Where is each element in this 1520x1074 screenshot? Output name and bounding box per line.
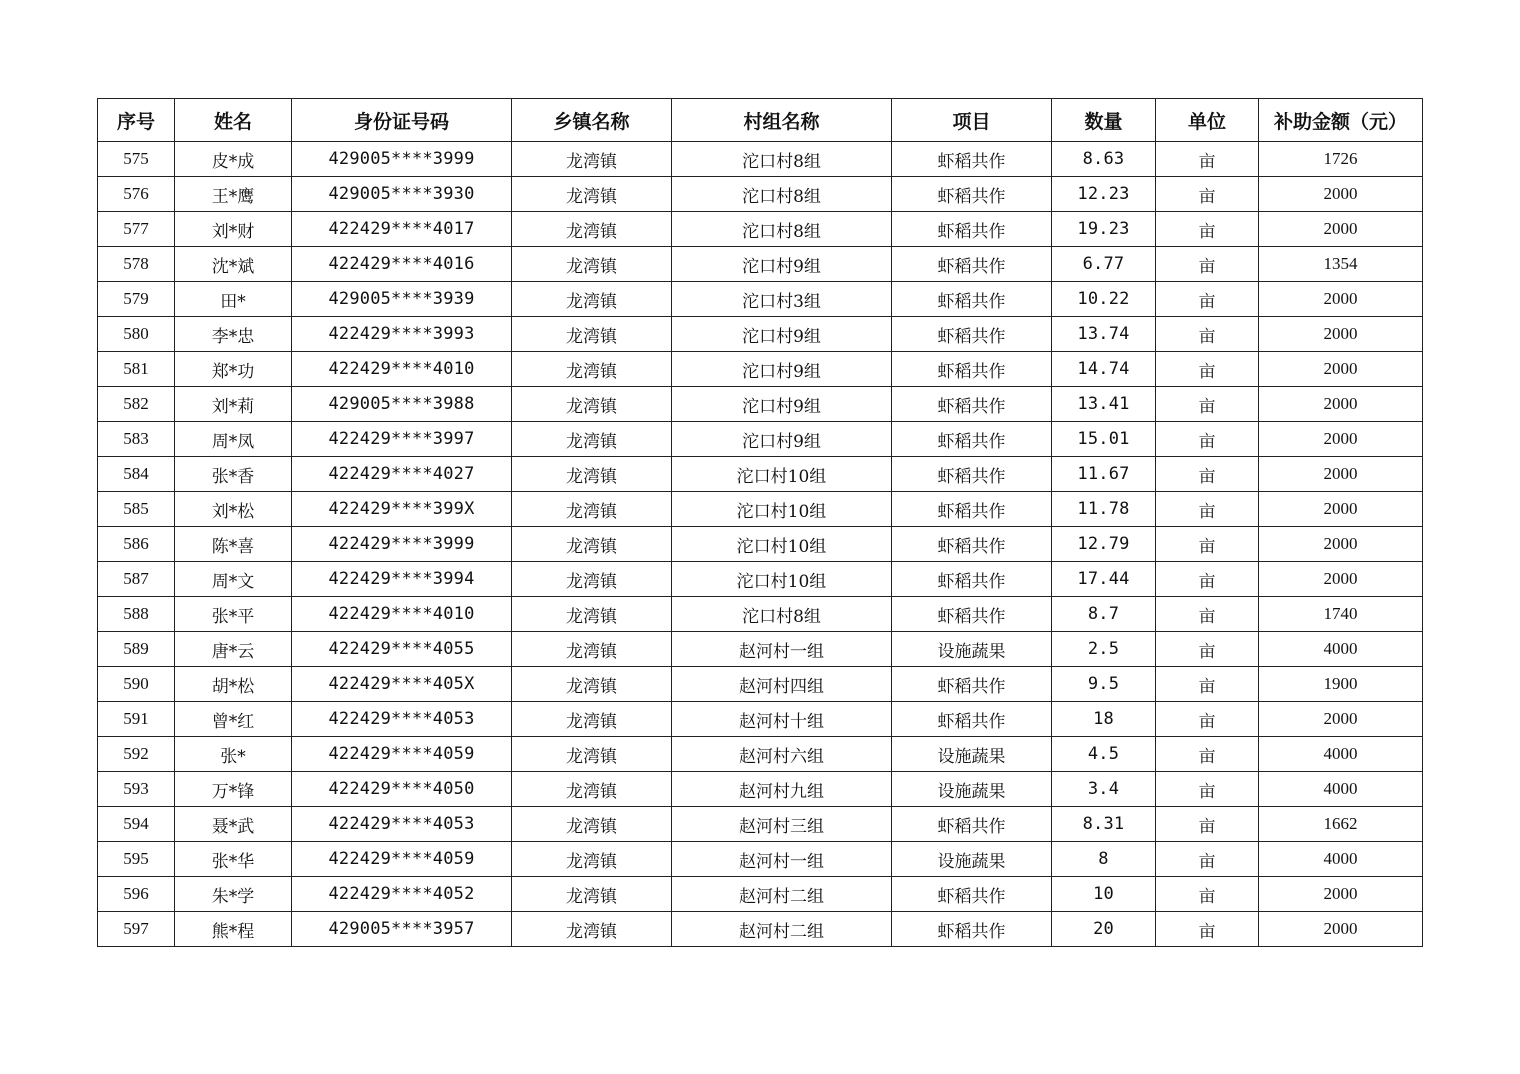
table-row (98, 142, 1423, 177)
header-village-group: 村组名称 (672, 99, 892, 142)
cell-unit: 亩 (1156, 562, 1259, 597)
cell-project: 虾稻共作 (892, 142, 1052, 177)
table-row (98, 737, 1423, 772)
cell-village-group: 赵河村一组 (672, 632, 892, 667)
cell-name: 张*平 (175, 597, 292, 632)
cell-subsidy-amount: 2000 (1259, 457, 1423, 492)
cell-name: 胡*松 (175, 667, 292, 702)
cell-id-number: 422429****4055 (292, 632, 512, 667)
table-row (98, 422, 1423, 457)
cell-index: 592 (98, 737, 175, 772)
cell-index: 577 (98, 212, 175, 247)
cell-unit: 亩 (1156, 422, 1259, 457)
cell-project: 虾稻共作 (892, 492, 1052, 527)
table-row (98, 282, 1423, 317)
cell-project: 虾稻共作 (892, 597, 1052, 632)
table-row (98, 317, 1423, 352)
cell-index: 583 (98, 422, 175, 457)
table-row (98, 842, 1423, 877)
cell-quantity: 8.31 (1052, 807, 1156, 842)
table-row (98, 667, 1423, 702)
cell-project: 设施蔬果 (892, 737, 1052, 772)
cell-name: 张* (175, 737, 292, 772)
cell-quantity: 11.67 (1052, 457, 1156, 492)
cell-unit: 亩 (1156, 842, 1259, 877)
cell-unit: 亩 (1156, 247, 1259, 282)
cell-quantity: 17.44 (1052, 562, 1156, 597)
cell-id-number: 422429****3997 (292, 422, 512, 457)
cell-village-group: 赵河村六组 (672, 737, 892, 772)
cell-quantity: 8 (1052, 842, 1156, 877)
cell-quantity: 15.01 (1052, 422, 1156, 457)
cell-id-number: 422429****4010 (292, 597, 512, 632)
cell-project: 虾稻共作 (892, 317, 1052, 352)
cell-name: 张*华 (175, 842, 292, 877)
cell-township: 龙湾镇 (512, 702, 672, 737)
cell-name: 唐*云 (175, 632, 292, 667)
header-id-number: 身份证号码 (292, 99, 512, 142)
cell-village-group: 沱口村8组 (672, 597, 892, 632)
cell-village-group: 沱口村3组 (672, 282, 892, 317)
cell-village-group: 赵河村四组 (672, 667, 892, 702)
cell-unit: 亩 (1156, 177, 1259, 212)
cell-township: 龙湾镇 (512, 352, 672, 387)
cell-township: 龙湾镇 (512, 772, 672, 807)
cell-name: 沈*斌 (175, 247, 292, 282)
cell-township: 龙湾镇 (512, 632, 672, 667)
cell-index: 596 (98, 877, 175, 912)
cell-index: 579 (98, 282, 175, 317)
cell-township: 龙湾镇 (512, 177, 672, 212)
cell-id-number: 422429****4027 (292, 457, 512, 492)
header-subsidy-amount: 补助金额（元） (1259, 99, 1423, 142)
cell-quantity: 12.23 (1052, 177, 1156, 212)
table-row (98, 247, 1423, 282)
cell-village-group: 赵河村一组 (672, 842, 892, 877)
cell-township: 龙湾镇 (512, 912, 672, 947)
table-row (98, 212, 1423, 247)
cell-unit: 亩 (1156, 772, 1259, 807)
cell-project: 设施蔬果 (892, 632, 1052, 667)
table-row (98, 492, 1423, 527)
cell-township: 龙湾镇 (512, 842, 672, 877)
cell-index: 578 (98, 247, 175, 282)
cell-index: 582 (98, 387, 175, 422)
cell-id-number: 422429****4052 (292, 877, 512, 912)
header-index: 序号 (98, 99, 175, 142)
cell-village-group: 赵河村三组 (672, 807, 892, 842)
cell-project: 虾稻共作 (892, 527, 1052, 562)
cell-index: 591 (98, 702, 175, 737)
cell-index: 584 (98, 457, 175, 492)
cell-village-group: 赵河村二组 (672, 877, 892, 912)
cell-township: 龙湾镇 (512, 667, 672, 702)
table-row (98, 177, 1423, 212)
cell-subsidy-amount: 2000 (1259, 352, 1423, 387)
cell-unit: 亩 (1156, 597, 1259, 632)
cell-village-group: 沱口村10组 (672, 562, 892, 597)
cell-township: 龙湾镇 (512, 877, 672, 912)
table-row (98, 352, 1423, 387)
cell-village-group: 沱口村10组 (672, 527, 892, 562)
cell-village-group: 赵河村九组 (672, 772, 892, 807)
cell-name: 李*忠 (175, 317, 292, 352)
cell-unit: 亩 (1156, 212, 1259, 247)
cell-project: 虾稻共作 (892, 877, 1052, 912)
cell-name: 皮*成 (175, 142, 292, 177)
cell-village-group: 沱口村10组 (672, 457, 892, 492)
table-body (98, 142, 1423, 947)
cell-name: 刘*财 (175, 212, 292, 247)
table-row (98, 457, 1423, 492)
cell-quantity: 3.4 (1052, 772, 1156, 807)
subsidy-table (97, 98, 1423, 947)
cell-township: 龙湾镇 (512, 142, 672, 177)
cell-id-number: 422429****4010 (292, 352, 512, 387)
cell-quantity: 4.5 (1052, 737, 1156, 772)
cell-village-group: 沱口村8组 (672, 177, 892, 212)
table-row (98, 562, 1423, 597)
cell-subsidy-amount: 1726 (1259, 142, 1423, 177)
cell-name: 刘*松 (175, 492, 292, 527)
cell-township: 龙湾镇 (512, 317, 672, 352)
cell-quantity: 13.41 (1052, 387, 1156, 422)
table-row (98, 877, 1423, 912)
cell-quantity: 20 (1052, 912, 1156, 947)
cell-name: 万*锋 (175, 772, 292, 807)
cell-village-group: 沱口村8组 (672, 142, 892, 177)
cell-id-number: 422429****3994 (292, 562, 512, 597)
cell-subsidy-amount: 1740 (1259, 597, 1423, 632)
cell-subsidy-amount: 2000 (1259, 877, 1423, 912)
cell-subsidy-amount: 4000 (1259, 737, 1423, 772)
cell-project: 虾稻共作 (892, 212, 1052, 247)
cell-id-number: 422429****4059 (292, 737, 512, 772)
cell-project: 设施蔬果 (892, 772, 1052, 807)
cell-name: 曾*红 (175, 702, 292, 737)
cell-unit: 亩 (1156, 912, 1259, 947)
cell-quantity: 11.78 (1052, 492, 1156, 527)
cell-subsidy-amount: 4000 (1259, 772, 1423, 807)
cell-subsidy-amount: 2000 (1259, 912, 1423, 947)
table-row (98, 772, 1423, 807)
cell-subsidy-amount: 2000 (1259, 422, 1423, 457)
cell-index: 594 (98, 807, 175, 842)
cell-id-number: 429005****3930 (292, 177, 512, 212)
cell-project: 虾稻共作 (892, 247, 1052, 282)
cell-village-group: 沱口村10组 (672, 492, 892, 527)
header-row (98, 99, 1423, 142)
cell-index: 588 (98, 597, 175, 632)
cell-id-number: 429005****3957 (292, 912, 512, 947)
cell-subsidy-amount: 2000 (1259, 562, 1423, 597)
table-row (98, 807, 1423, 842)
cell-unit: 亩 (1156, 317, 1259, 352)
cell-index: 585 (98, 492, 175, 527)
cell-project: 虾稻共作 (892, 667, 1052, 702)
cell-index: 590 (98, 667, 175, 702)
cell-subsidy-amount: 2000 (1259, 282, 1423, 317)
cell-township: 龙湾镇 (512, 212, 672, 247)
cell-index: 595 (98, 842, 175, 877)
cell-quantity: 12.79 (1052, 527, 1156, 562)
header-unit: 单位 (1156, 99, 1259, 142)
cell-id-number: 422429****4053 (292, 807, 512, 842)
cell-subsidy-amount: 2000 (1259, 492, 1423, 527)
cell-name: 陈*喜 (175, 527, 292, 562)
cell-unit: 亩 (1156, 282, 1259, 317)
cell-unit: 亩 (1156, 352, 1259, 387)
cell-subsidy-amount: 1354 (1259, 247, 1423, 282)
cell-project: 虾稻共作 (892, 282, 1052, 317)
cell-id-number: 422429****4016 (292, 247, 512, 282)
cell-subsidy-amount: 4000 (1259, 632, 1423, 667)
table-row (98, 387, 1423, 422)
cell-name: 刘*莉 (175, 387, 292, 422)
cell-village-group: 赵河村十组 (672, 702, 892, 737)
cell-id-number: 422429****3993 (292, 317, 512, 352)
cell-quantity: 18 (1052, 702, 1156, 737)
header-project: 项目 (892, 99, 1052, 142)
cell-index: 589 (98, 632, 175, 667)
cell-unit: 亩 (1156, 807, 1259, 842)
table-row (98, 597, 1423, 632)
cell-subsidy-amount: 1662 (1259, 807, 1423, 842)
cell-quantity: 6.77 (1052, 247, 1156, 282)
cell-village-group: 沱口村9组 (672, 247, 892, 282)
cell-project: 虾稻共作 (892, 422, 1052, 457)
cell-subsidy-amount: 2000 (1259, 387, 1423, 422)
cell-index: 581 (98, 352, 175, 387)
cell-subsidy-amount: 2000 (1259, 702, 1423, 737)
cell-name: 田* (175, 282, 292, 317)
cell-id-number: 429005****3988 (292, 387, 512, 422)
cell-project: 虾稻共作 (892, 912, 1052, 947)
cell-project: 虾稻共作 (892, 807, 1052, 842)
cell-village-group: 沱口村9组 (672, 317, 892, 352)
cell-quantity: 8.63 (1052, 142, 1156, 177)
cell-id-number: 422429****405X (292, 667, 512, 702)
cell-subsidy-amount: 2000 (1259, 212, 1423, 247)
cell-township: 龙湾镇 (512, 807, 672, 842)
table-row (98, 632, 1423, 667)
cell-quantity: 8.7 (1052, 597, 1156, 632)
cell-unit: 亩 (1156, 877, 1259, 912)
cell-unit: 亩 (1156, 457, 1259, 492)
cell-index: 580 (98, 317, 175, 352)
cell-township: 龙湾镇 (512, 562, 672, 597)
cell-unit: 亩 (1156, 737, 1259, 772)
cell-unit: 亩 (1156, 527, 1259, 562)
cell-index: 576 (98, 177, 175, 212)
table-row (98, 702, 1423, 737)
cell-name: 聂*武 (175, 807, 292, 842)
cell-quantity: 10.22 (1052, 282, 1156, 317)
cell-id-number: 422429****399X (292, 492, 512, 527)
cell-quantity: 13.74 (1052, 317, 1156, 352)
cell-name: 王*鹰 (175, 177, 292, 212)
cell-unit: 亩 (1156, 632, 1259, 667)
cell-id-number: 422429****3999 (292, 527, 512, 562)
cell-unit: 亩 (1156, 667, 1259, 702)
cell-subsidy-amount: 1900 (1259, 667, 1423, 702)
cell-id-number: 422429****4050 (292, 772, 512, 807)
cell-village-group: 沱口村9组 (672, 422, 892, 457)
cell-township: 龙湾镇 (512, 492, 672, 527)
cell-subsidy-amount: 2000 (1259, 317, 1423, 352)
cell-name: 张*香 (175, 457, 292, 492)
cell-project: 虾稻共作 (892, 562, 1052, 597)
cell-unit: 亩 (1156, 387, 1259, 422)
header-name: 姓名 (175, 99, 292, 142)
cell-township: 龙湾镇 (512, 457, 672, 492)
cell-project: 虾稻共作 (892, 352, 1052, 387)
cell-village-group: 沱口村9组 (672, 352, 892, 387)
cell-township: 龙湾镇 (512, 387, 672, 422)
header-quantity: 数量 (1052, 99, 1156, 142)
cell-unit: 亩 (1156, 142, 1259, 177)
cell-project: 虾稻共作 (892, 387, 1052, 422)
cell-index: 593 (98, 772, 175, 807)
cell-index: 587 (98, 562, 175, 597)
cell-id-number: 422429****4059 (292, 842, 512, 877)
cell-name: 熊*程 (175, 912, 292, 947)
cell-project: 虾稻共作 (892, 702, 1052, 737)
cell-township: 龙湾镇 (512, 737, 672, 772)
cell-name: 郑*功 (175, 352, 292, 387)
cell-project: 设施蔬果 (892, 842, 1052, 877)
table-row (98, 912, 1423, 947)
cell-township: 龙湾镇 (512, 422, 672, 457)
cell-township: 龙湾镇 (512, 282, 672, 317)
cell-unit: 亩 (1156, 492, 1259, 527)
cell-quantity: 9.5 (1052, 667, 1156, 702)
cell-township: 龙湾镇 (512, 597, 672, 632)
cell-index: 586 (98, 527, 175, 562)
cell-quantity: 14.74 (1052, 352, 1156, 387)
cell-project: 虾稻共作 (892, 177, 1052, 212)
cell-name: 周*文 (175, 562, 292, 597)
cell-village-group: 沱口村9组 (672, 387, 892, 422)
cell-index: 575 (98, 142, 175, 177)
cell-quantity: 10 (1052, 877, 1156, 912)
cell-quantity: 2.5 (1052, 632, 1156, 667)
cell-township: 龙湾镇 (512, 247, 672, 282)
cell-village-group: 赵河村二组 (672, 912, 892, 947)
table-row (98, 527, 1423, 562)
header-township: 乡镇名称 (512, 99, 672, 142)
cell-index: 597 (98, 912, 175, 947)
cell-subsidy-amount: 2000 (1259, 527, 1423, 562)
cell-id-number: 422429****4017 (292, 212, 512, 247)
cell-subsidy-amount: 2000 (1259, 177, 1423, 212)
cell-id-number: 429005****3939 (292, 282, 512, 317)
cell-quantity: 19.23 (1052, 212, 1156, 247)
cell-unit: 亩 (1156, 702, 1259, 737)
cell-village-group: 沱口村8组 (672, 212, 892, 247)
cell-name: 周*凤 (175, 422, 292, 457)
cell-subsidy-amount: 4000 (1259, 842, 1423, 877)
cell-id-number: 429005****3999 (292, 142, 512, 177)
cell-name: 朱*学 (175, 877, 292, 912)
cell-project: 虾稻共作 (892, 457, 1052, 492)
cell-township: 龙湾镇 (512, 527, 672, 562)
cell-id-number: 422429****4053 (292, 702, 512, 737)
